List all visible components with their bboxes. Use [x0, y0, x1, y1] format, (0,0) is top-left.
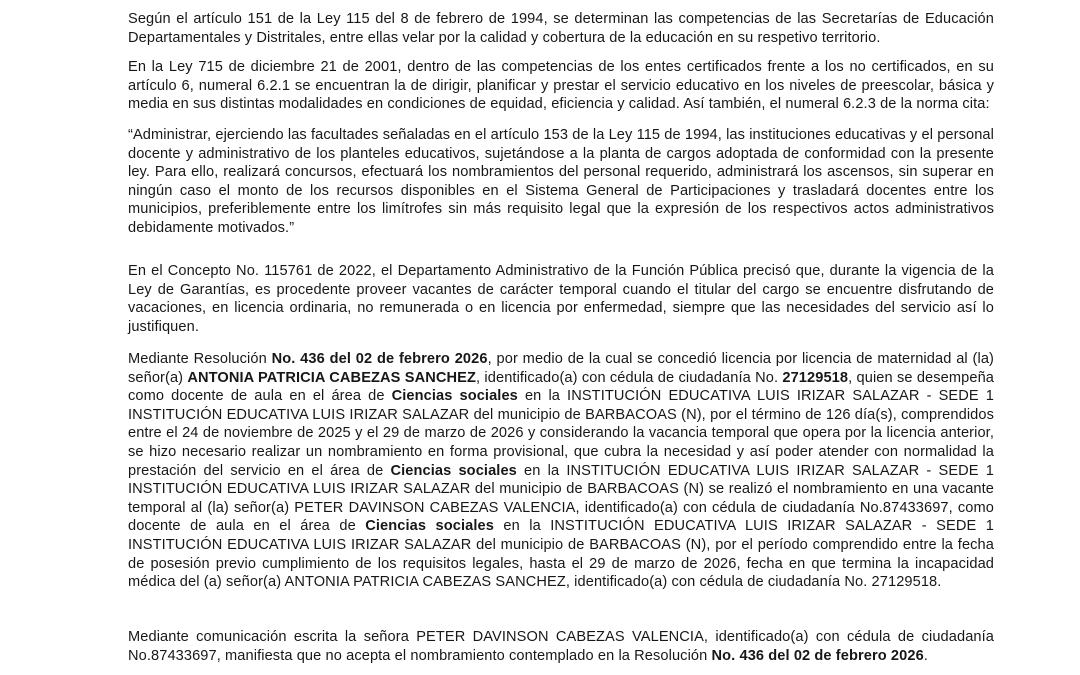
person-name: ANTONIA PATRICIA CABEZAS SANCHEZ	[187, 369, 477, 386]
text-segment: en la INSTITUCIÓN EDUCATIVA LUIS IRIZAR SALAZAR - SEDE 1 INSTITUCIÓN EDUCATIVA LUIS IRIZAR SALAZAR del municipio de BARBACOAS (N), por el período comprendido entre la fecha de posesión previo cumplimiento de los requisitos legales, hasta el 29 de marzo de 2026, fecha en que termina la incapacidad médica del (a) señor(a) ANTONIA PATRICIA CABEZAS SANCHEZ, identificado(a) con cédula de ciudadanía No. 27129518.	[128, 518, 994, 591]
text-segment: Mediante Resolución	[128, 351, 272, 367]
paragraph-ley-115: Según el artículo 151 de la Ley 115 del 8 de febrero de 1994, se determinan las competencias de las Secretarías de Educación Departamentales y Distritales, entre ellas velar por la calidad y cobertura de la educación en su respetivo territorio.	[128, 11, 994, 46]
text-segment: , por medio de la cual se concedió licencia por licencia de maternidad al (la) señor(a)	[128, 351, 995, 386]
subject-area: Ciencias sociales	[390, 462, 517, 479]
paragraph-concepto-115761: En el Concepto No. 115761 de 2022, el Departamento Administrativo de la Función Pública precisó que, durante la vigencia de la Ley de Garantías, es procedente proveer vacantes de carácter temporal cuando el titular del cargo se encuentre disfrutando de vacaciones, en licencia ordinaria, no remunerada o en licencia por enfermedad, siempre que las necesidades del servicio así lo justifiquen.	[128, 263, 994, 335]
text-segment: en la INSTITUCIÓN EDUCATIVA LUIS IRIZAR SALAZAR - SEDE 1 INSTITUCIÓN EDUCATIVA LUIS IRIZAR SALAZAR del municipio de BARBACOAS (N) se realizó el nombramiento en una vacante temporal al (la) señor(a) PETER DAVINSON CABEZAS VALENCIA, identificado(a) con cédula de ciudadanía No.87433697, como docente de aula en el área de	[128, 462, 994, 535]
paragraph-comunicacion	[128, 628, 994, 665]
text-segment: .	[923, 647, 928, 664]
text-segment: , quien se desempeña como docente de aula en el área de	[128, 369, 995, 405]
paragraph-ley-715: En la Ley 715 de diciembre 21 de 2001, dentro de las competencias de los entes certificados frente a los no certificados, en su artículo 6, numeral 6.2.1 se encuentran la de dirigir, planificar y prestar el servicio educativo en los niveles de preescolar, básica y media en sus distintas modalidades en condiciones de equidad, eficiencia y calidad. Así también, el numeral 6.2.3 de la norma cita:	[128, 59, 994, 113]
paragraph-quote-administrar: “Administrar, ejerciendo las facultades señaladas en el artículo 153 de la Ley 115 de 1994, las instituciones educativas y el personal docente y administrativo de los planteles educativos, sujetándose a la planta de cargos adoptada de conformidad con la presente ley. Para ello, realizará concursos, efectuará los nombramientos del personal requerido, administrará los ascensos, sin superar en ningún caso el monto de los recursos disponibles en el Sistema General de Participaciones y trasladará docentes entre los municipios, preferiblemente entre los limítrofes sin más requisito legal que la expresión de los respectivos actos administrativos debidamente motivados.”	[128, 127, 994, 236]
paragraph-resolucion-436	[128, 350, 994, 592]
resolution-number: No. 436 del 02 de febrero 2026	[711, 647, 924, 664]
subject-area: Ciencias sociales	[365, 518, 494, 535]
text-segment: , identificado(a) con cédula de ciudadanía No.	[476, 369, 783, 386]
id-number: 27129518	[782, 369, 849, 386]
text-segment: Mediante comunicación escrita la señora PETER DAVINSON CABEZAS VALENCIA, identificado(a) con cédula de ciudadanía No.87433697, manifiesta que no acepta el nombramiento contemplado en la Resolución	[128, 629, 994, 664]
text-segment: en la INSTITUCIÓN EDUCATIVA LUIS IRIZAR SALAZAR - SEDE 1 INSTITUCIÓN EDUCATIVA LUIS IRIZAR SALAZAR del municipio de BARBACOAS (N), por el término de 126 día(s), comprendidos entre el 24 de noviembre de 2025 y el 29 de marzo de 2026 y considerando la vacancia temporal que opera por la licencia anterior, se hizo necesario realizar un nombramiento en forma provisional, que cubra la necesidad y así poder atender con normalidad la prestación del servicio en el área de	[128, 388, 995, 479]
subject-area: Ciencias sociales	[391, 388, 518, 405]
resolution-number: No. 436 del 02 de febrero 2026	[271, 351, 488, 367]
